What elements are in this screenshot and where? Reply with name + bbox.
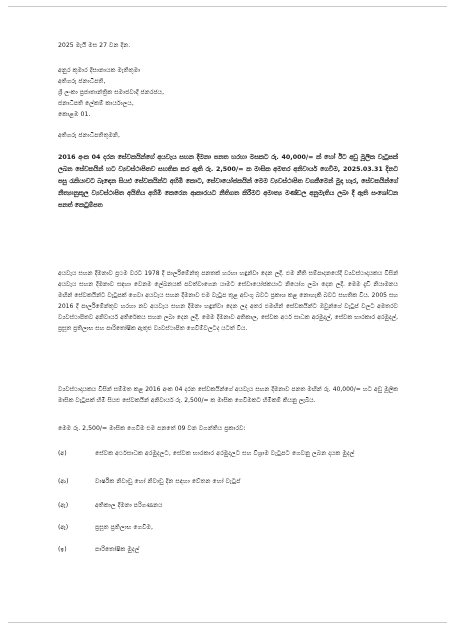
clause-intro: මෙම රු. 2,500/= මාසික ගෙවීම එම පනතේ 09 වන වගන්තිය ප්‍රකාරව: (58, 425, 246, 432)
recipient-city: කොළඹ 01. (58, 111, 91, 118)
recipient-title: අතිගරු ජනාධිපති, (58, 78, 106, 85)
subject-heading: 2016 අංක 04 දරන සේවකයින්ගේ අයවැය සහන දීමනා පනත හරහා මසකට රු. 40,000/= ක් හෝ ඊට අඩු මූලික වැටුපක් ලබන සේවකයින් හට ව්‍යවස්ථාපිතව සහතික කර ඇති රු. 2,500/= ක මාසික අමතර අනිවාර්ය ගෙවීම, 2025.03.31 දිනට පසු රැකියාවට බැඳෙන සියළු සේවකයින්ට අහිමි කොට, සේවායෝජකයින් මෙම ව්‍යවස්ථාපිත වගකීමෙන් මුදා හැර, සේවකයින්ගේ නීත්‍යානුකූල ව්‍යවස්ථාපිත අයිතිය අහිමි කෙරෙන ආකාරයට නීතිගත කිරීමට අමාත්‍ය මණ්ඩල අනුමැතිය ලබා දී ඇති සංශෝධන පනත් කෙටුම්පත (58, 154, 398, 209)
letter-date: 2025 මැයි මස 27 වන දින. (58, 42, 131, 49)
list-text: පාරිතෝෂික මුදල් (95, 546, 140, 553)
list-text: සේවක අර්ථසාධක අරමුදලට, සේවක භාරකාර අරමුදලට සහ විශ්‍රාම වැටුපට ගෙවනු ලබන දායක මුදල් (95, 450, 355, 457)
list-marker: (ඉ) (58, 546, 67, 553)
body-paragraph-1: අයවැය සහන දීමනාව ප්‍රථම වරට 1978 දී පාර්ලිමේන්තු පනතක් හරහා හඳුන්වා දෙන ලදී. එම නීති සම්පාදනයේදී ව්‍යවස්ථාදායකය විසින් අයවැය සහන දීමනාව සඳහා වෙනම ලේඛනයක් පවත්වාගෙන යාමට සේවායෝජකයාට නියෝග ලබා දෙන ලදී. මෙම දැඩි නියාමනය මඟින් සේවකයින්ට වැටුපක් ගෙවා අයවැය සහන දීමනාව එම වැටුප තුළ අඩංගු බවට ප්‍රකාශ කළ නොහැකි බවට සහතික විය. 2005 සහ 2016 දී පාර්ලිමේන්තුව හරහා නව අයවැය සහන දීමනා හඳුන්වා දෙන ලද අතර එමඟින් සේවකයින්ට ඔවුන්ගේ වැටුප් වලට අමතරව ව්‍යවස්ථාපිතව අනිවාර්ය අතිරේකය සහන ලබා දෙන ලදී. මෙම දීමනාව අතිකාල, සේවක අර්ථ සාධක අරමුදල්, සේවක භාරකාර අරමුදල්, ප්‍රසූත ප්‍රතිලාභ සහ පාරිතෝෂික ඇතුළු ව්‍යවස්ථාපිත ගෙවීම්වලටද යටත් විය. (58, 270, 398, 332)
list-text: අතිකාල දීමනා පරිගණනය (95, 502, 163, 509)
list-text: ප්‍රසූත ප්‍රතිලාභ ගෙවීම, (95, 524, 153, 531)
list-marker: (ඈ) (58, 524, 69, 531)
list-marker: (ඇ) (58, 502, 69, 509)
recipient-name: අනුර කුමාර දිසානායක මැතිතුමා (58, 67, 141, 74)
body-paragraph-2: ව්‍යවස්ථාදායකය විසින් සම්මත කළ 2016 අංක 04 දරන සේවකයින්ගේ අයවැය සහන දීමනාව පනත මඟින් රු. 40,000/= හට අඩු මූලික මාසික වැටුපක් හිමි සියළු සේවකයින් අනිවාර්ය රු. 2,500/= ක මාසික ගෙවීමකට හිමිකම් කියනු ලැබීය. (58, 386, 398, 404)
salutation: අතිගරු ජනාධිපතිතුමනි, (58, 132, 120, 139)
list-text: වාර්ෂික නිවාඩු හෝ නිවාඩු දින සඳහා වේතන හෝ වැටුප් (95, 478, 241, 485)
list-marker: (ආ) (58, 478, 69, 485)
recipient-country: ශ්‍රී ලංකා ප්‍රජාතාන්ත්‍රික සමාජවාදී ජනරජය, (58, 89, 165, 96)
list-marker: (අ) (58, 450, 67, 457)
recipient-office: ජනාධිපති ලේකම් කාර්යාලය, (58, 100, 134, 107)
